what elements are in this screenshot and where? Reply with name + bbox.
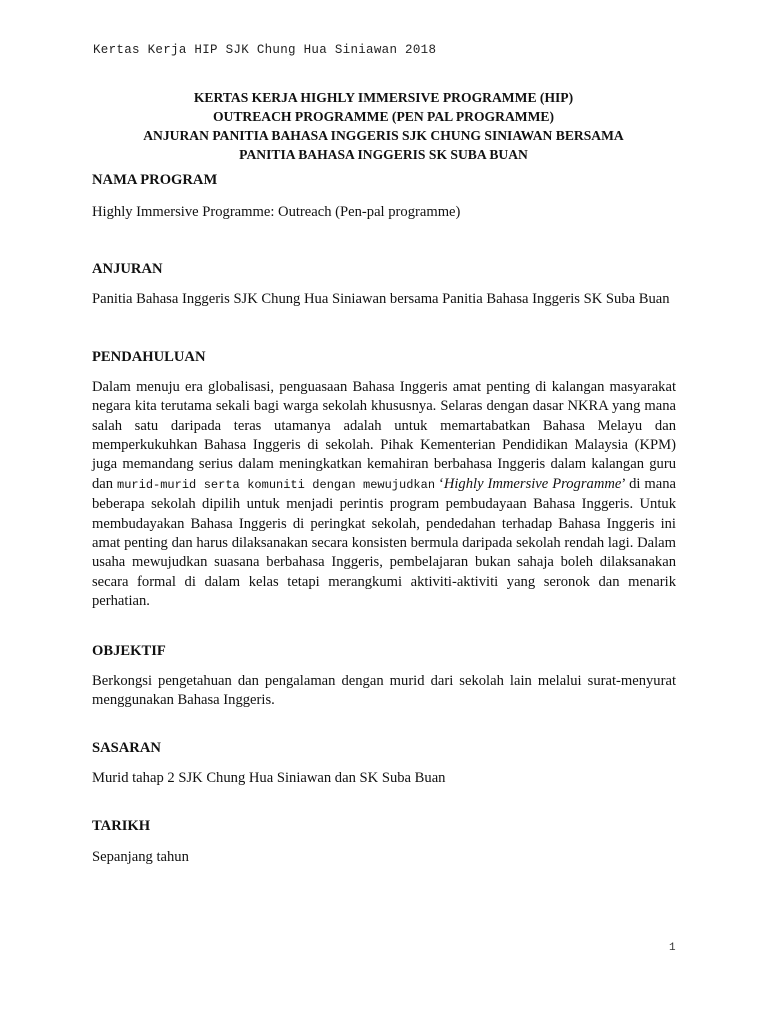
sasaran-text: Murid tahap 2 SJK Chung Hua Siniawan dan SK Suba Buan bbox=[92, 769, 446, 786]
title-line-4: PANITIA BAHASA INGGERIS SK SUBA BUAN bbox=[239, 147, 528, 162]
anjuran-text: Panitia Bahasa Inggeris SJK Chung Hua Siniawan bersama Panitia Bahasa Inggeris SK Suba Buan bbox=[92, 291, 670, 308]
title-line-3: ANJURAN PANITIA BAHASA INGGERIS SJK CHUNG SINIAWAN BERSAMA bbox=[143, 128, 624, 143]
heading-objektif: OBJEKTIF bbox=[92, 642, 166, 659]
tarikh-text: Sepanjang tahun bbox=[92, 848, 189, 865]
title-line-2: OUTREACH PROGRAMME (PEN PAL PROGRAMME) bbox=[212, 109, 555, 124]
heading-pendahuluan: PENDAHULUAN bbox=[92, 348, 206, 365]
pendahuluan-text bbox=[92, 378, 676, 612]
heading-tarikh: TARIKH bbox=[92, 817, 151, 834]
page-number: 1 bbox=[669, 942, 676, 954]
objektif-text: Berkongsi pengetahuan dan pengalaman dengan murid dari sekolah lain melalui surat-menyurat menggunakan Bahasa Inggeris. bbox=[92, 672, 676, 709]
document-title bbox=[90, 88, 677, 164]
title-line-1: KERTAS KERJA HIGHLY IMMERSIVE PROGRAMME (HIP) bbox=[193, 90, 574, 105]
document-body bbox=[92, 171, 676, 867]
heading-sasaran: SASARAN bbox=[92, 739, 161, 756]
running-header: Kertas Kerja HIP SJK Chung Hua Siniawan 2018 bbox=[93, 43, 437, 57]
pendahuluan-text-part2: ’ di mana beberapa sekolah dipilih untuk menjadi perintis program pembudayaan Bahasa Inggeris. Untuk membudayakan Bahasa Inggeris di peringkat sekolah, pendedahan terhadap Bahasa Inggeris ini amat penting dan harus dilaksanakan secara konsisten bermula daripada sekolah rendah lagi. Dalam usaha mewujudkan suasana berbahasa Inggeris, pembelajaran bukan sahaja boleh dilaksanakan secara formal di dalam kelas tetapi merangkumi aktiviti-aktiviti yang seronok dan menarik perhatian. bbox=[92, 475, 676, 610]
pendahuluan-quote-open: ‘ bbox=[435, 475, 444, 492]
nama-program-text: Highly Immersive Programme: Outreach (Pen-pal programme) bbox=[92, 204, 461, 220]
heading-nama-program: NAMA PROGRAM bbox=[92, 172, 218, 188]
heading-anjuran: ANJURAN bbox=[92, 261, 163, 278]
pendahuluan-italic-programme: Highly Immersive Programme bbox=[443, 475, 622, 492]
pendahuluan-text-part1: Dalam menuju era globalisasi, penguasaan Bahasa Inggeris amat penting di kalangan masyarakat negara kita terutama sekali bagi warga sekolah khususnya. Selaras dengan dasar NKRA yang mana salah satu daripada teras utamanya adalah untuk memartabatkan Bahasa Melayu dan memperkukuhkan Bahasa Inggeris di sekolah. Pihak Kementerian Pendidikan Malaysia (KPM) juga memandang serius dalam meningkatkan kemahiran berbahasa Inggeris dalam kalangan guru dan bbox=[92, 378, 676, 492]
pendahuluan-text-mono: murid-murid serta komuniti dengan mewujudkan bbox=[117, 477, 436, 492]
